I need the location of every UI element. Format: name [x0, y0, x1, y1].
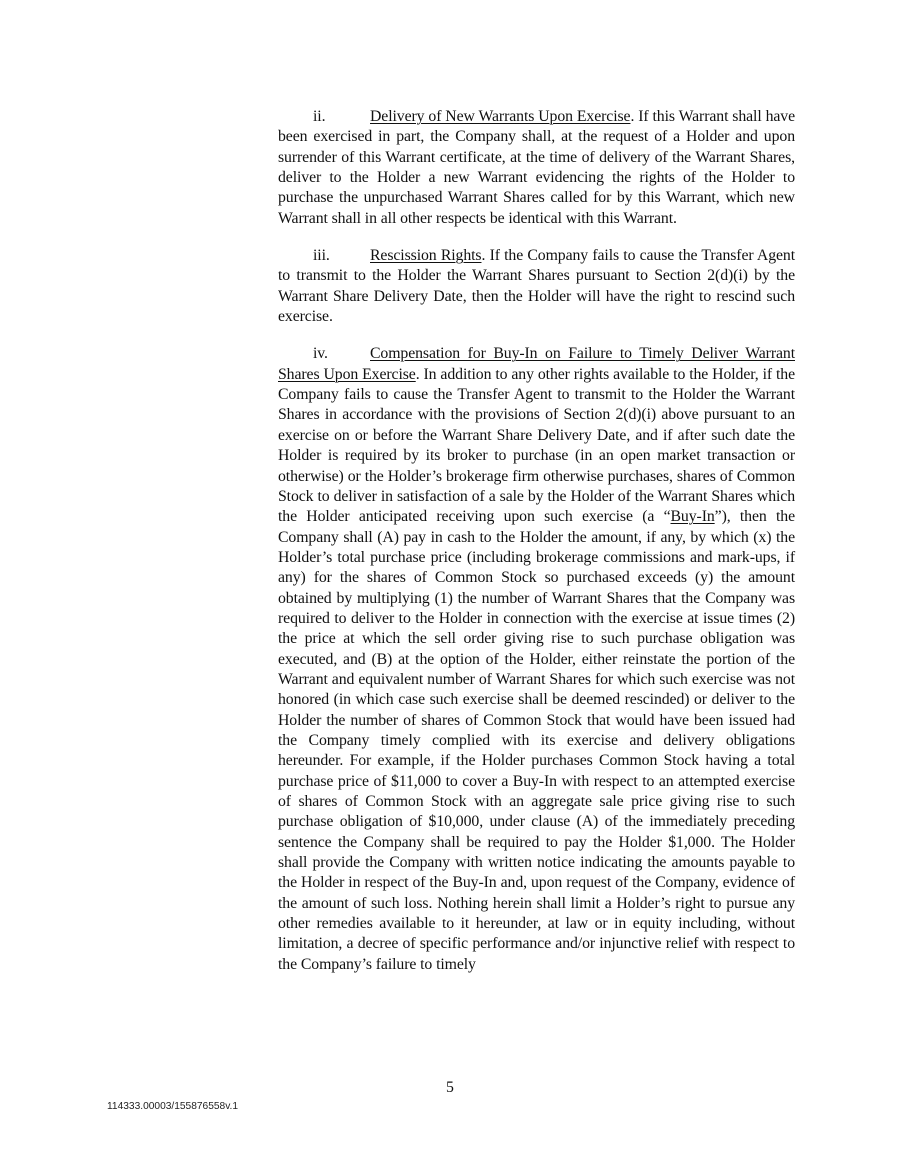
section-text-part-a: . In addition to any other rights available to the Holder, if the Company fails to cause the Transfer Agent to transmit to the Holder the Warrant Shares in accordance with the provisions of Section 2(d)(i) above pursuant to an exercise on or before the Warrant Share Delivery Date, and if after such date the Holder is required by its broker to purchase (in an open market transaction or otherwise) or the Holder’s brokerage firm otherwise purchases, shares of Common Stock to deliver in satisfaction of a sale by the Holder of the Warrant Shares which the Holder anticipated receiving upon such exercise (a “ [278, 365, 795, 526]
document-id-footer: 114333.00003/155876558v.1 [107, 1101, 239, 1112]
section-number: iv. [313, 345, 328, 363]
section-heading: Delivery of New Warrants Upon Exercise [370, 108, 631, 125]
defined-term-buy-in: Buy-In [670, 508, 715, 526]
paragraph-delivery-of-new-warrants [278, 107, 795, 229]
section-number: iii. [313, 247, 330, 265]
section-text: . If the Company fails to cause the Transfer Agent to transmit to the Holder the Warrant Shares pursuant to Section 2(d)(i) by the Warrant Share Delivery Date, then the Holder will have the right to rescind such exercise. [278, 247, 795, 326]
page-number: 5 [446, 1079, 454, 1096]
section-text-part-b: ”), then the Company shall (A) pay in cash to the Holder the amount, if any, by which (x) the Holder’s total purchase price (including brokerage commissions and mark-ups, if any) for the shares of Common Stock so purchased exceeds (y) the amount obtained by multiplying (1) the number of Warrant Shares that the Company was required to deliver to the Holder in connection with the exercise at issue times (2) the price at which the sell order giving rise to such purchase obligation was executed, and (B) at the option of the Holder, either reinstate the portion of the Warrant and equivalent number of Warrant Shares for which such exercise was not honored (in which case such exercise shall be deemed rescinded) or deliver to the Holder the number of shares of Common Stock that would have been issued had the Company timely complied with its exercise and delivery obligations hereunder. For example, if the Holder purchases Common Stock having a total purchase price of $11,000 to cover a Buy-In with respect to an attempted exercise of shares of Common Stock with an aggregate sale price giving rise to such purchase obligation of $10,000, under clause (A) of the immediately preceding sentence the Company shall be required to pay the Holder $1,000. The Holder shall provide the Company with written notice indicating the amounts payable to the Holder in respect of the Buy-In and, upon request of the Company, evidence of the amount of such loss. Nothing herein shall limit a Holder’s right to pursue any other remedies available to it hereunder, at law or in equity including, without limitation, a decree of specific performance and/or injunctive relief with respect to the Company’s failure to timely [278, 508, 795, 973]
section-heading: Compensation for Buy-In on Failure to Timely Deliver Warrant Shares Upon Exercise [278, 345, 795, 383]
paragraph-rescission-rights [278, 246, 795, 327]
section-number: ii. [313, 108, 326, 125]
paragraph-buy-in-compensation [278, 344, 795, 975]
document-body [278, 107, 795, 992]
section-heading: Rescission Rights [370, 247, 482, 265]
section-text: . If this Warrant shall have been exercised in part, the Company shall, at the request of a Holder and upon surrender of this Warrant certificate, at the time of delivery of the Warrant Shares, deliver to the Holder a new Warrant evidencing the rights of the Holder to purchase the unpurchased Warrant Shares called for by this Warrant, which new Warrant shall in all other respects be identical with this Warrant. [278, 108, 795, 227]
